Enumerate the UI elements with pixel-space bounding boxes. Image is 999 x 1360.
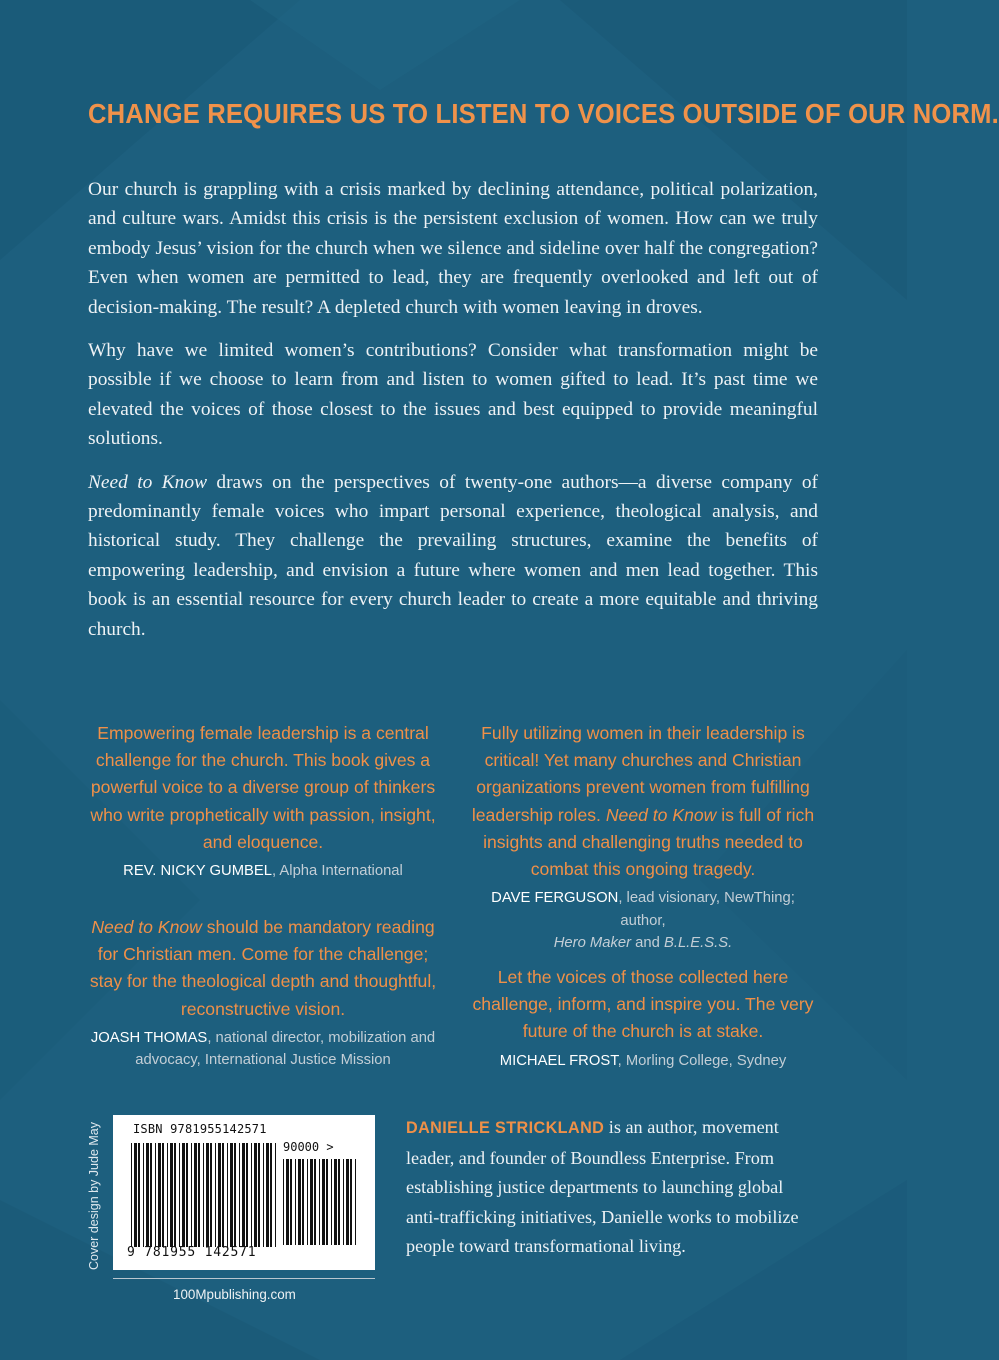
barcode-bar xyxy=(239,1143,240,1247)
author-bio xyxy=(406,1113,816,1262)
author-bio-text: is an author, movement leader, and founder of Boundless Enterprise. From establishing justice departments to launching global anti-trafficking initiatives, Danielle works to mobilize people toward transformational living. xyxy=(406,1117,799,1257)
barcode-bar xyxy=(206,1143,209,1247)
barcode-bar xyxy=(174,1143,176,1247)
barcode-bar xyxy=(191,1143,192,1247)
endorsement-quote xyxy=(470,720,816,883)
isbn-label: ISBN 9781955142571 xyxy=(133,1122,267,1136)
barcode-bar xyxy=(263,1143,264,1247)
endorsement-quote: Empowering female leadership is a central challenge for the church. This book gives a powerful voice to a diverse group of thinkers who write prophetically with passion, insight, and eloquence. xyxy=(90,723,436,852)
barcode-bar xyxy=(234,1143,236,1247)
barcode-bar xyxy=(298,1159,301,1245)
barcode-addon-bars xyxy=(283,1159,359,1245)
barcode-bar xyxy=(286,1159,289,1245)
barcode-bar xyxy=(167,1143,168,1247)
barcode-bar xyxy=(307,1159,308,1245)
endorsement-quote xyxy=(80,914,446,1023)
barcode-bar xyxy=(222,1143,224,1247)
endorser-and: and xyxy=(631,935,664,952)
barcode-bar xyxy=(138,1143,140,1247)
barcode-bar xyxy=(266,1143,269,1247)
barcode-bar xyxy=(146,1143,149,1247)
barcode-bar xyxy=(258,1143,260,1247)
endorser-book-1: Hero Maker xyxy=(553,935,632,952)
endorsement-ferguson xyxy=(470,720,816,955)
barcode-bar xyxy=(355,1159,356,1245)
quote-part: is full of rich insights and challenging truths needed to combat this ongoing tragedy. xyxy=(483,804,815,880)
barcode-bar xyxy=(246,1143,248,1247)
quote-book-title: Need to Know xyxy=(605,804,717,825)
quote-book-title: Need to Know xyxy=(91,917,202,937)
barcode-bar xyxy=(194,1143,197,1247)
endorser-name: REV. NICKY GUMBEL xyxy=(123,863,273,880)
barcode-bar xyxy=(182,1143,185,1247)
endorsement-quote: Let the voices of those collected here challenge, inform, and inspire you. The very future of the church is at stake. xyxy=(472,967,814,1042)
description-paragraph-1: Our church is grappling with a crisis marked by declining attendance, political polarization, and culture wars. Amidst this crisis is the persistent exclusion of women. How can we truly embody Jesus’ vision for the church when we silence and sideline over half the congregation? Even when women are permitted to lead, they are frequently overlooked and left out of decision-making. The result? A depleted church with women leaving in droves. xyxy=(88,179,818,318)
divider xyxy=(113,1278,375,1279)
barcode-bar xyxy=(230,1143,233,1247)
barcode-bar xyxy=(251,1143,252,1247)
barcode-bar xyxy=(198,1143,200,1247)
barcode-bars xyxy=(131,1143,279,1247)
barcode-digits: 9 781955 142571 xyxy=(127,1245,257,1260)
barcode-bar xyxy=(322,1159,325,1245)
barcode-bar xyxy=(290,1159,292,1245)
endorser-affiliation: , lead visionary, NewThing; author, xyxy=(618,890,795,929)
barcode-bar xyxy=(343,1159,344,1245)
barcode-bar xyxy=(170,1143,173,1247)
barcode-bar xyxy=(186,1143,188,1247)
barcode-bar xyxy=(134,1143,137,1247)
barcode-bar xyxy=(334,1159,337,1245)
barcode-bar xyxy=(319,1159,320,1245)
endorser-book-2: B.L.E.S.S. xyxy=(663,935,733,952)
barcode-bar xyxy=(302,1159,304,1245)
barcode-bar xyxy=(218,1143,221,1247)
barcode-bar xyxy=(295,1159,296,1245)
barcode-bar xyxy=(270,1143,272,1247)
barcode-bar xyxy=(210,1143,212,1247)
quote-part: Fully utilizing women in their leadership is critical! Yet many churches and Christian organizations prevent women from fulfilling leadership roles. xyxy=(471,723,810,825)
endorser-name: MICHAEL FROST xyxy=(499,1052,618,1069)
description-paragraph-2: Why have we limited women’s contributions? Consider what transformation might be possible if we choose to learn from and listen to women gifted to lead. It’s past time we elevated the voices of those closest to the issues and best equipped to provide meaningful solutions. xyxy=(88,340,818,450)
barcode-bar xyxy=(338,1159,340,1245)
endorser-name: DAVE FERGUSON xyxy=(491,890,619,907)
description-paragraph-3 xyxy=(88,468,818,644)
endorsement-attribution xyxy=(80,1027,446,1072)
endorser-name: JOASH THOMAS xyxy=(90,1029,208,1046)
publisher-url: 100Mpublishing.com xyxy=(173,1287,296,1302)
cover-design-credit: Cover design by Jude May xyxy=(87,1122,101,1270)
barcode-bar xyxy=(275,1143,276,1247)
barcode-bar xyxy=(283,1159,284,1245)
endorsement-frost xyxy=(470,964,816,1072)
description-paragraph-3-text: draws on the perspectives of twenty-one authors—a diverse company of predominantly female voices who impart personal experience, theological analysis, and historical study. They challenge the prevailing structures, examine the benefits of empowering leadership, and envision a future where women and men lead together. This book is an essential resource for every church leader to create a more equitable and thriving church. xyxy=(88,471,818,640)
barcode-bar xyxy=(203,1143,204,1247)
barcode-bar xyxy=(158,1143,161,1247)
barcode-bar xyxy=(179,1143,180,1247)
book-title: Need to Know xyxy=(88,471,207,493)
endorsement-gumbel xyxy=(80,720,446,883)
endorser-affiliation: , Morling College, Sydney xyxy=(617,1052,787,1069)
endorsement-attribution xyxy=(470,887,816,955)
endorser-affiliation: , Alpha International xyxy=(272,863,403,880)
isbn-barcode xyxy=(113,1115,375,1270)
author-name: DANIELLE STRICKLAND xyxy=(406,1119,605,1137)
barcode-bar xyxy=(314,1159,316,1245)
endorser-affiliation: , national director, mobilization and advocacy, International Justice Mission xyxy=(135,1029,436,1069)
barcode-bar xyxy=(150,1143,152,1247)
barcode-bar xyxy=(162,1143,164,1247)
book-description xyxy=(88,175,818,658)
endorsement-attribution xyxy=(80,860,446,883)
barcode-bar xyxy=(143,1143,144,1247)
barcode-bar xyxy=(254,1143,257,1247)
price-code: 90000 > xyxy=(283,1140,334,1154)
barcode-bar xyxy=(310,1159,313,1245)
barcode-bar xyxy=(242,1143,245,1247)
endorsement-thomas xyxy=(80,914,446,1072)
barcode-bar xyxy=(346,1159,349,1245)
barcode-bar xyxy=(331,1159,332,1245)
barcode-bar xyxy=(155,1143,156,1247)
barcode-bar xyxy=(326,1159,328,1245)
quote-part: should be mandatory reading for Christian men. Come for the challenge; stay for the theological depth and thoughtful, reconstructive vision. xyxy=(89,917,437,1019)
barcode-bar xyxy=(215,1143,216,1247)
barcode-bar xyxy=(131,1143,132,1247)
barcode-bar xyxy=(350,1159,352,1245)
endorsement-attribution xyxy=(470,1050,816,1073)
headline: CHANGE REQUIRES US TO LISTEN TO VOICES OUTSIDE OF OUR NORM. xyxy=(88,98,999,129)
barcode-bar xyxy=(227,1143,228,1247)
